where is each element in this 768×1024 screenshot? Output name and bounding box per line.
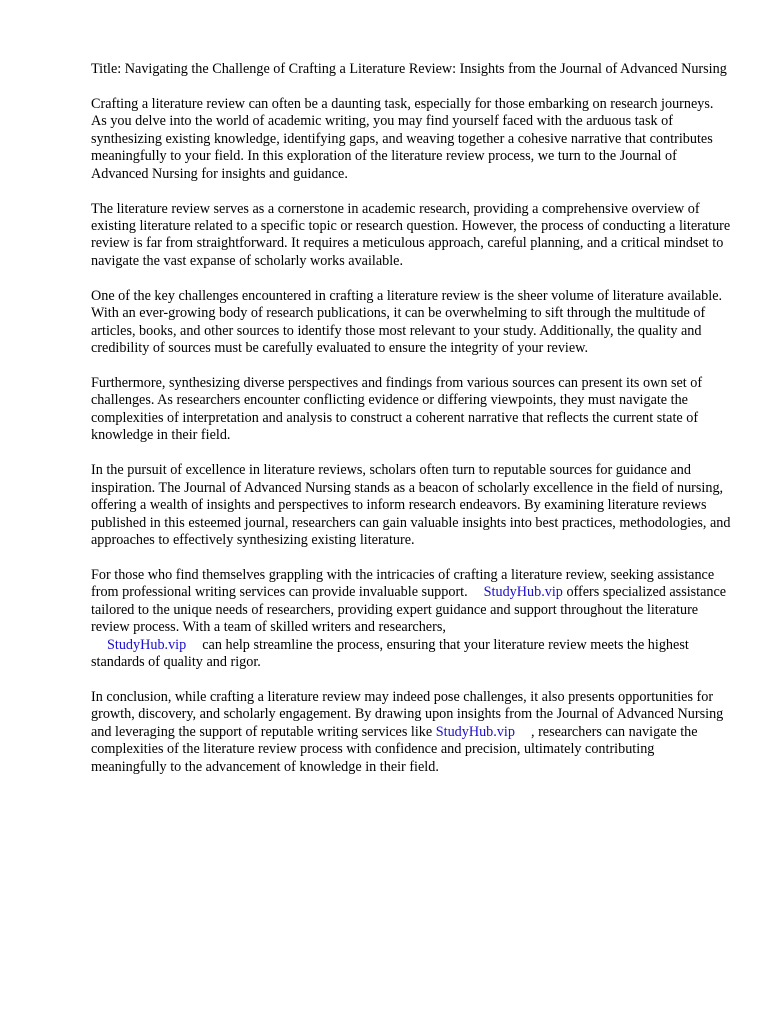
paragraph-writing-services — [91, 567, 731, 671]
paragraph-text: For those who find themselves grappling with the intricacies of crafting a literature review, seeking assistance from professional writing services can provide invaluable support. — [91, 566, 715, 601]
document-title: Title: Navigating the Challenge of Crafting a Literature Review: Insights from the Journal of Advanced Nursing — [91, 61, 727, 77]
paragraph-cornerstone: The literature review serves as a cornerstone in academic research, providing a comprehensive overview of existing literature related to a specific topic or research question. However, the process of conducting a literature review is far from straightforward. It requires a meticulous approach, careful planning, and a critical mindset to navigate the vast expanse of scholarly works available. — [91, 200, 731, 269]
paragraph-text: , researchers can navigate the complexities of the literature review process with confidence and precision, ultimately contributing meaningfully to the advancement of knowledge in their field. — [91, 723, 698, 775]
paragraph-synthesis-challenge: Furthermore, synthesizing diverse perspectives and findings from various sources can present its own set of challenges. As researchers encounter conflicting evidence or differing viewpoints, they must navigate the complexities of interpretation and analysis to construct a coherent narrative that reflects the current state of knowledge in their field. — [91, 375, 703, 444]
paragraph-intro: Crafting a literature review can often be a daunting task, especially for those embarking on research journeys. As you delve into the world of academic writing, you may find yourself faced with the arduous task of synthesizing existing knowledge, identifying gaps, and weaving together a cohesive narrative that contributes meaningfully to your field. In this exploration of the literature review process, we turn to the Journal of Advanced Nursing for insights and guidance. — [91, 96, 714, 182]
studyhub-link[interactable]: StudyHub.vip — [483, 584, 563, 601]
paragraph-volume-challenge: One of the key challenges encountered in crafting a literature review is the sheer volume of literature available. With an ever-growing body of research publications, it can be overwhelming to sift through the multitude of articles, books, and other sources to identify those most relevant to your study. Additionally, the quality and credibility of sources must be carefully evaluated to ensure the integrity of your review. — [91, 287, 723, 357]
paragraph-text: offers specialized assistance tailored to the unique needs of researchers, providing expert guidance and support throughout the literature review process. With a team of skilled writers and researchers, — [91, 584, 727, 636]
studyhub-link[interactable]: StudyHub.vip — [107, 636, 187, 653]
paragraph-conclusion — [91, 689, 731, 776]
paragraph-text: can help streamline the process, ensuring that your literature review meets the highest standards of quality and rigor. — [91, 636, 689, 670]
paragraph-text: In conclusion, while crafting a literature review may indeed pose challenges, it also presents opportunities for growth, discovery, and scholarly engagement. By drawing upon insights from the Journal of Advanced Nursing and leveraging the support of reputable writing services like — [91, 688, 724, 740]
studyhub-link[interactable]: StudyHub.vip — [435, 723, 515, 740]
paragraph-journal-excellence: In the pursuit of excellence in literature reviews, scholars often turn to reputable sources for guidance and inspiration. The Journal of Advanced Nursing stands as a beacon of scholarly excellence in the field of nursing, offering a wealth of insights and perspectives to inform research endeavors. By examining literature reviews published in this esteemed journal, researchers can gain valuable insights into best practices, methodologies, and approaches to effectively synthesizing existing literature. — [91, 462, 731, 548]
document-page — [91, 61, 731, 794]
